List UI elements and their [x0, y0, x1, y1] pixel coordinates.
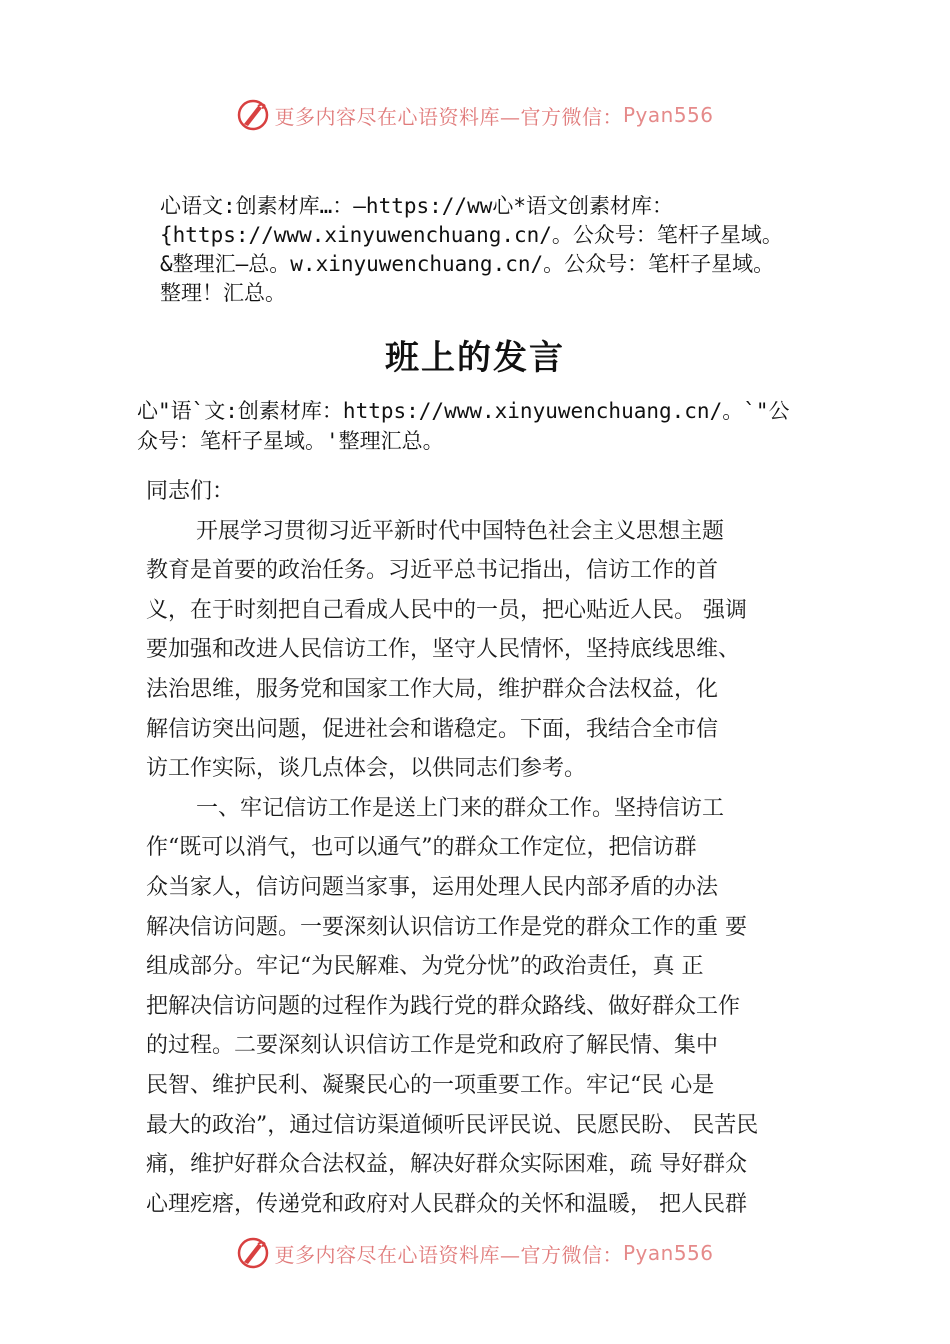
subheader-line: 心"语`文:创素材库：https://www.xinyuwenchuang.cn/。`"公 — [137, 399, 790, 423]
header-banner — [0, 95, 950, 135]
body-line: 把解决信访问题的过程作为践行党的群众路线、做好群众工作 — [146, 993, 741, 1019]
body-line: 的过程。二要深刻认识信访工作是党和政府了解民情、集中 — [146, 1033, 719, 1059]
body-line: 组成部分。牢记“为民解难、为党分忧”的政治责任，真 正 — [146, 954, 704, 980]
header-line: &整理汇—总。w.xinyuwenchuang.cn/。公众号：笔杆子星域。 — [160, 252, 775, 276]
source-header — [160, 192, 920, 308]
body-line: 解信访突出问题，促进社会和谐稳定。下面，我结合全市信 — [146, 716, 719, 742]
body-line: 痛，维护好群众合法权益，解决好群众实际困难，疏 导好群众 — [146, 1152, 747, 1178]
body-line: 要加强和改进人民信访工作，坚守人民情怀，坚持底线思维、 — [146, 637, 741, 663]
banner-text: 更多内容尽在心语资料库—官方微信： — [274, 1242, 623, 1267]
wechat-id: Pyan556 — [622, 103, 714, 127]
body-line: 民智、维护民利、凝聚民心的一项重要工作。牢记“民 心是 — [146, 1072, 715, 1098]
body-line: 一、牢记信访工作是送上门来的群众工作。坚持信访工 — [196, 795, 725, 821]
body-line: 教育是首要的政治任务。习近平总书记指出，信访工作的首 — [146, 558, 719, 584]
header-line: 心语文:创素材库…：—https://ww心*语文创素材库： — [160, 194, 674, 218]
document-body — [146, 472, 846, 1224]
salutation: 同志们： — [146, 479, 235, 504]
body-line: 法治思维，服务党和国家工作大局，维护群众合法权益，化 — [146, 676, 719, 702]
body-line: 开展学习贯彻习近平新时代中国特色社会主义思想主题 — [196, 518, 725, 544]
body-line: 最大的政治”，通过信访渠道倾听民评民说、民愿民盼、 民苦民 — [146, 1112, 759, 1138]
body-line: 心理疙瘩，传递党和政府对人民群众的关怀和温暖， 把人民群 — [146, 1191, 747, 1217]
quill-logo-icon — [236, 1236, 270, 1270]
subheader-line: 众号：笔杆子星域。'整理汇总。 — [137, 429, 444, 453]
body-line: 访工作实际，谈几点体会，以供同志们参考。 — [146, 756, 587, 782]
wechat-id: Pyan556 — [622, 1241, 714, 1265]
banner-text: 更多内容尽在心语资料库—官方微信： — [274, 104, 623, 129]
body-line: 解决信访问题。一要深刻认识信访工作是党的群众工作的重 要 — [146, 914, 747, 940]
document-title: 班上的发言 — [385, 338, 565, 378]
body-line: 众当家人，信访问题当家事，运用处理人民内部矛盾的办法 — [146, 874, 719, 900]
header-line: {https://www.xinyuwenchuang.cn/。公众号：笔杆子星域。 — [160, 223, 783, 247]
body-line: 作“既可以消气，也可以通气”的群众工作定位，把信访群 — [146, 835, 697, 861]
footer-banner — [0, 1233, 950, 1273]
header-line: 整理！汇总。 — [160, 281, 286, 305]
source-subheader — [137, 396, 857, 456]
quill-logo-icon — [236, 98, 270, 132]
body-line: 义，在于时刻把自己看成人民中的一员，把心贴近人民。 强调 — [146, 597, 747, 623]
